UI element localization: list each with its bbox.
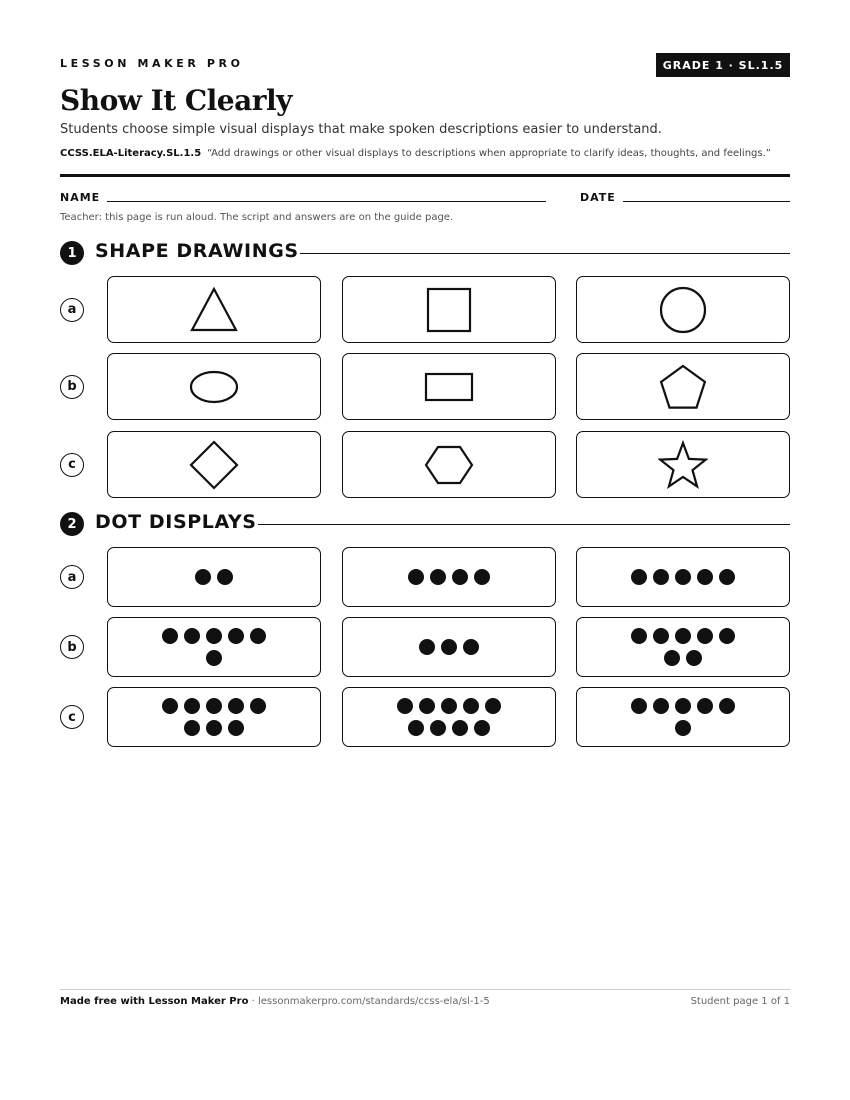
footer-separator: ·	[248, 996, 258, 1007]
answer-card[interactable]	[576, 687, 790, 747]
footer-url[interactable]: lessonmakerpro.com/standards/ccss-ela/sl-1-5	[257, 996, 490, 1007]
star-outline	[660, 443, 706, 486]
dot	[408, 569, 424, 585]
footer-page-label: Student page 1 of 1	[690, 996, 790, 1007]
dot	[631, 628, 647, 644]
dot	[206, 650, 222, 666]
standard-line	[60, 148, 771, 159]
dot-group	[397, 698, 501, 736]
page-subtitle: Students choose simple visual displays that make spoken descriptions easier to understand.	[60, 122, 662, 137]
dot-row	[162, 628, 266, 644]
dot	[430, 720, 446, 736]
dot	[675, 698, 691, 714]
dot	[228, 698, 244, 714]
answer-card[interactable]	[107, 431, 321, 498]
triangle-outline	[192, 289, 236, 330]
row-letter-a: a	[60, 298, 84, 322]
section-title: SHAPE DRAWINGS	[95, 240, 299, 262]
dot-group	[631, 569, 735, 585]
dot-row	[206, 650, 222, 666]
diamond-drawing	[189, 440, 239, 490]
circle-drawing	[658, 285, 708, 335]
dot-group	[419, 639, 479, 655]
dot	[719, 698, 735, 714]
pentagon-drawing	[658, 362, 708, 412]
dot	[217, 569, 233, 585]
answer-card[interactable]	[576, 617, 790, 677]
answer-card[interactable]	[342, 353, 556, 420]
dot	[162, 698, 178, 714]
row-letter-c: c	[60, 453, 84, 477]
hexagon-outline	[426, 447, 472, 483]
dot	[452, 720, 468, 736]
dot-row	[184, 720, 244, 736]
dot	[206, 720, 222, 736]
dot	[206, 698, 222, 714]
section-number: 1	[60, 241, 84, 265]
name-label: NAME	[60, 191, 101, 204]
dot	[653, 698, 669, 714]
answer-card[interactable]	[107, 687, 321, 747]
section-title: DOT DISPLAYS	[95, 511, 257, 533]
dot-row	[397, 698, 501, 714]
oval-outline	[191, 372, 237, 402]
footer-rule	[60, 989, 790, 990]
dot	[397, 698, 413, 714]
dot	[686, 650, 702, 666]
hexagon-drawing	[424, 440, 474, 490]
dot	[250, 698, 266, 714]
dot	[250, 628, 266, 644]
dot	[474, 569, 490, 585]
dot	[184, 628, 200, 644]
dot	[675, 720, 691, 736]
section-rule	[300, 253, 790, 254]
answer-card[interactable]	[576, 431, 790, 498]
rectangle-outline	[426, 374, 472, 400]
footer-credit	[60, 996, 490, 1007]
dot	[485, 698, 501, 714]
answer-card[interactable]	[107, 547, 321, 607]
dot	[228, 720, 244, 736]
row-letter-b: b	[60, 635, 84, 659]
dot	[184, 698, 200, 714]
rectangle-drawing	[424, 362, 474, 412]
page-title: Show It Clearly	[60, 84, 292, 117]
date-field[interactable]	[623, 201, 790, 202]
dot-group	[408, 569, 490, 585]
diamond-outline	[191, 442, 237, 488]
dot-group	[195, 569, 233, 585]
dot-group	[162, 698, 266, 736]
answer-card[interactable]	[576, 276, 790, 343]
dot-row	[664, 650, 702, 666]
answer-card[interactable]	[576, 547, 790, 607]
footer-made-with: Made free with Lesson Maker Pro	[60, 996, 249, 1007]
teacher-note: Teacher: this page is run aloud. The script and answers are on the guide page.	[60, 212, 454, 223]
answer-card[interactable]	[342, 276, 556, 343]
date-label: DATE	[580, 191, 616, 204]
dot-row	[675, 720, 691, 736]
dot	[195, 569, 211, 585]
dot	[441, 698, 457, 714]
circle-outline	[661, 288, 705, 332]
dot	[631, 569, 647, 585]
answer-card[interactable]	[342, 687, 556, 747]
dot	[162, 628, 178, 644]
dot-row	[408, 720, 490, 736]
pentagon-outline	[661, 366, 705, 408]
dot	[719, 569, 735, 585]
dot	[206, 628, 222, 644]
dot-group	[631, 698, 735, 736]
star-drawing	[658, 440, 708, 490]
oval-drawing	[189, 362, 239, 412]
dot-row	[408, 569, 490, 585]
dot-row	[162, 698, 266, 714]
dot	[675, 628, 691, 644]
answer-card[interactable]	[576, 353, 790, 420]
answer-card[interactable]	[107, 617, 321, 677]
answer-card[interactable]	[342, 431, 556, 498]
grade-badge: GRADE 1 · SL.1.5	[656, 53, 790, 77]
dot-group	[162, 628, 266, 666]
dot-row	[631, 698, 735, 714]
section-number: 2	[60, 512, 84, 536]
dot-row	[195, 569, 233, 585]
dot	[441, 639, 457, 655]
standard-text: “Add drawings or other visual displays to descriptions when appropriate to clarify ideas, thoughts, and feelings.”	[207, 148, 771, 159]
header-rule	[60, 174, 790, 177]
row-letter-c: c	[60, 705, 84, 729]
answer-card[interactable]	[342, 547, 556, 607]
triangle-drawing	[189, 285, 239, 335]
row-letter-b: b	[60, 375, 84, 399]
standard-code: CCSS.ELA-Literacy.SL.1.5	[60, 148, 202, 159]
answer-card[interactable]	[342, 617, 556, 677]
dot	[228, 628, 244, 644]
dot	[419, 698, 435, 714]
dot	[653, 569, 669, 585]
dot	[719, 628, 735, 644]
dot	[697, 698, 713, 714]
dot	[463, 639, 479, 655]
answer-card[interactable]	[107, 276, 321, 343]
dot	[653, 628, 669, 644]
square-drawing	[424, 285, 474, 335]
dot	[697, 628, 713, 644]
row-letter-a: a	[60, 565, 84, 589]
brand-name: LESSON MAKER PRO	[60, 57, 244, 70]
square-outline	[428, 289, 470, 331]
dot	[697, 569, 713, 585]
dot	[430, 569, 446, 585]
dot	[408, 720, 424, 736]
dot-row	[419, 639, 479, 655]
dot-row	[631, 569, 735, 585]
dot	[463, 698, 479, 714]
dot	[184, 720, 200, 736]
dot	[675, 569, 691, 585]
name-field[interactable]	[107, 201, 546, 202]
section-rule	[258, 524, 790, 525]
dot-group	[631, 628, 735, 666]
dot	[419, 639, 435, 655]
dot	[631, 698, 647, 714]
dot-row	[631, 628, 735, 644]
answer-card[interactable]	[107, 353, 321, 420]
dot	[474, 720, 490, 736]
dot	[664, 650, 680, 666]
dot	[452, 569, 468, 585]
